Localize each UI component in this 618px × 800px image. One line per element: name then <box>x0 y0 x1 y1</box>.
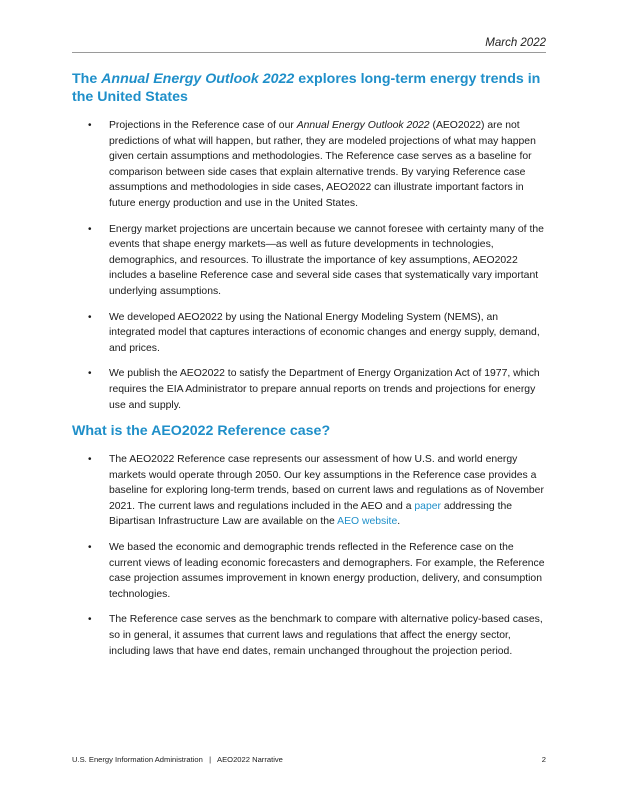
footer-source: U.S. Energy Information Administration | AEO2022 Narrative <box>72 755 283 764</box>
section-title-reference-case: What is the AEO2022 Reference case? <box>72 423 331 440</box>
header-date: March 2022 <box>485 37 546 49</box>
bullet-text: . <box>397 516 401 528</box>
title-italic: Annual Energy Outlook 2022 <box>101 71 295 87</box>
list-item <box>72 118 546 212</box>
list-item <box>72 452 546 530</box>
list-item: • We publish the AEO2022 to satisfy the Department of Energy Organization Act of 1977, which requires the EIA Administrator to prepare annual reports on trends and projections for energy use and supply. <box>72 366 546 413</box>
bullet-text: Projections in the Reference case of our <box>109 120 297 131</box>
list-item: • We based the economic and demographic trends reflected in the Reference case on the current views of leading economic forecasters and demographers. For example, the Reference case projection assumes improvement in known energy production, delivery, and consumption technologies. <box>72 540 546 602</box>
section2-bullet-list <box>72 452 546 659</box>
bullet-text: The AEO2022 Reference case represents our assessment of how U.S. and world energy markets would operate through 2050. Our key assumptions in the Reference case provides a baseline for exploring long-term trends, based on current laws and regulations as of November 2021. The current laws and regulations included in the AEO and a <box>109 454 544 512</box>
page-content <box>72 70 546 659</box>
list-item: • We developed AEO2022 by using the National Energy Modeling System (NEMS), an integrated model that captures interactions of economic changes and energy supply, demand, and prices. <box>72 310 546 357</box>
page-footer <box>72 755 546 764</box>
section1-bullet-list <box>72 118 546 413</box>
title-suffix: explores long-term energy trends in the United States <box>72 71 541 105</box>
bullet-text: (AEO2022) are not predictions of what will happen, but rather, they are modeled projections of what may happen given certain assumptions and methodologies. The Reference case serves as a baseline for comparison between side cases that explain alternative trends. By varying Reference case assumptions and methodologies in side cases, AEO2022 can illustrate important factors in future energy production and use in the United States. <box>109 120 536 209</box>
title-prefix: The <box>72 71 102 87</box>
bullet-italic: Annual Energy Outlook 2022 <box>296 120 430 131</box>
list-item: • Energy market projections are uncertain because we cannot foresee with certainty many of the events that shape energy markets—as well as future developments in technologies, demographics, and resources. To illustrate the importance of key assumptions, AEO2022 includes a baseline Reference case and several side cases that systematically vary important underlying assumptions. <box>72 222 546 300</box>
bullet-text: addressing the Bipartisan Infrastructure Law are available on the <box>109 500 513 528</box>
list-item: • The Reference case serves as the benchmark to compare with alternative policy-based cases, so in general, it assumes that current laws and regulations that affect the energy sector, including laws that have end dates, remain unchanged throughout the projection period. <box>72 612 546 659</box>
section-title-aeo2022 <box>72 70 546 106</box>
header-divider <box>72 52 546 53</box>
page-number: 2 <box>541 755 546 764</box>
aeo-website-link[interactable]: AEO website <box>337 516 398 528</box>
paper-link[interactable]: paper <box>414 500 441 512</box>
